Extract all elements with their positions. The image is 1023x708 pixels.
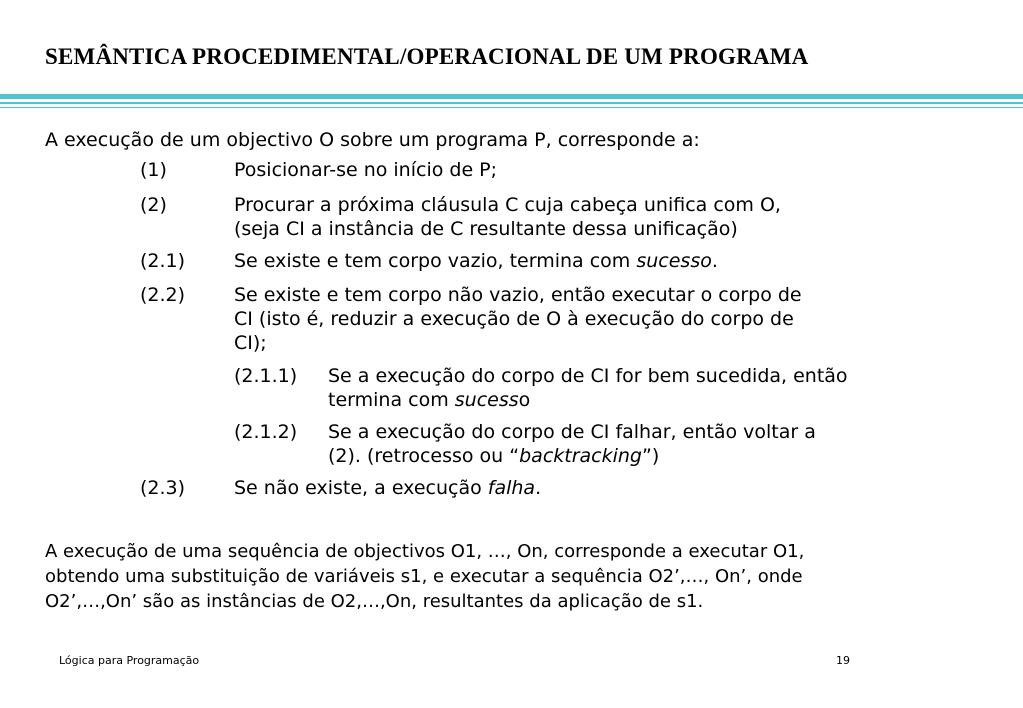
emphasis-sucesso-2: sucess (454, 389, 519, 411)
step-2-2-text-line3: CI); (234, 332, 267, 354)
step-1-number: (1) (140, 159, 167, 181)
step-2-number: (2) (140, 194, 167, 216)
closing-line-1: A execução de uma sequência de objectivos O1, …, On, corresponde a executar O1, (45, 541, 805, 562)
step-2-3-text: Se não existe, a execução falha. (234, 477, 542, 499)
emphasis-backtracking: backtracking (519, 445, 642, 467)
intro-text: A execução de um objectivo O sobre um programa P, corresponde a: (45, 129, 700, 151)
closing-line-3: O2’,…,On’ são as instâncias de O2,…,On, resultantes da aplicação de s1. (45, 591, 704, 612)
step-2-3-number: (2.3) (140, 477, 186, 499)
step-2-1-2-text-line1: Se a execução do corpo de CI falhar, então voltar a (328, 421, 816, 443)
step-2-1-2-text-line2: (2). (retrocesso ou “backtracking”) (328, 445, 660, 467)
step-2-1-2-number: (2.1.2) (234, 421, 298, 443)
step-2-2-number: (2.2) (140, 284, 186, 306)
closing-line-2: obtendo uma substituição de variáveis s1, e executar a sequência O2’,…, On’, onde (45, 566, 803, 587)
slide-title: SEMÂNTICA PROCEDIMENTAL/OPERACIONAL DE UM PROGRAMA (45, 44, 809, 69)
title-rule-medium (0, 102, 1023, 104)
step-2-1-1-text-line1: Se a execução do corpo de CI for bem sucedida, então (328, 365, 848, 387)
emphasis-falha: falha (487, 477, 536, 499)
step-1-text: Posicionar-se no início de P; (234, 159, 498, 181)
step-2-1-1-number: (2.1.1) (234, 365, 298, 387)
title-rule-thin (0, 107, 1023, 108)
step-2-1-text: Se existe e tem corpo vazio, termina com sucesso. (234, 250, 718, 272)
emphasis-sucesso: sucesso (636, 250, 712, 272)
title-rule-thick (0, 94, 1023, 99)
footer-course: Lógica para Programação (59, 654, 200, 667)
step-2-text-line2: (seja CI a instância de C resultante dessa unificação) (234, 218, 738, 240)
footer-page-number: 19 (836, 654, 850, 667)
step-2-1-1-text-line2: termina com sucesso (328, 389, 531, 411)
closing-paragraph (45, 539, 804, 614)
step-2-2-text-line2: CI (isto é, reduzir a execução de O à execução do corpo de (234, 308, 794, 330)
step-2-2-text-line1: Se existe e tem corpo não vazio, então executar o corpo de (234, 284, 802, 306)
step-2-text-line1: Procurar a próxima cláusula C cuja cabeça unifica com O, (234, 194, 781, 216)
step-2-1-number: (2.1) (140, 250, 186, 272)
